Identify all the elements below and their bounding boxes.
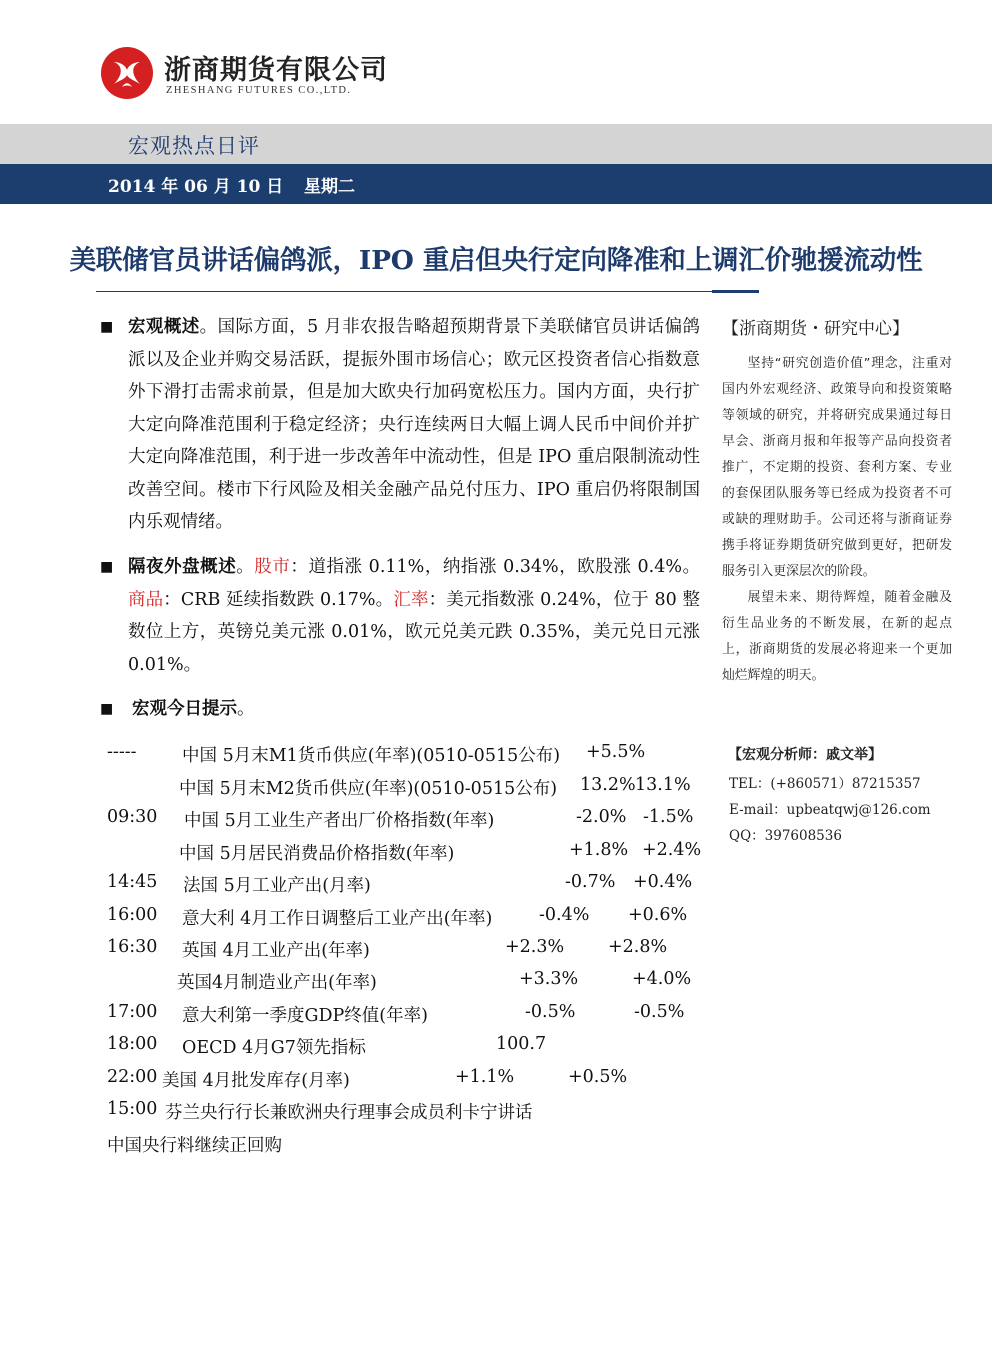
square-bullet-icon: ■ — [100, 559, 114, 575]
schedule-row — [107, 1099, 707, 1131]
schedule-event: 中国 5月末M1货币供应(年率)(0510-0515公布) — [182, 746, 561, 766]
schedule-time: 15:00 — [107, 1099, 158, 1119]
analyst-tel: TEL：(+860571）87215357 — [729, 776, 921, 792]
macro-overview-section — [100, 311, 700, 539]
schedule-actual: +1.1% — [455, 1067, 515, 1087]
schedule-event: 意大利第一季度GDP终值(年率) — [182, 1006, 428, 1026]
schedule-prior: -1.5% — [643, 807, 694, 827]
schedule-time: 17:00 — [107, 1002, 158, 1022]
schedule-actual: -2.0% — [576, 807, 627, 827]
schedule-time: 18:00 — [107, 1034, 158, 1054]
fx-text: ：美元指数涨 0.24%，位于 80 整数位上方，英镑兑美元涨 0.01%，欧元兑美元跌 0.35%，美元兑日元涨 0.01%。 — [128, 589, 700, 675]
square-bullet-icon: ■ — [100, 701, 114, 717]
schedule-prior: +0.6% — [628, 905, 688, 925]
schedule-row — [107, 807, 707, 839]
sidebar-paragraph: 展望未来、期待辉煌，随着金融及衍生品业务的不断发展，在新的起点上，浙商期货的发展必将迎来一个更加灿烂辉煌的明天。 — [722, 590, 952, 683]
schedule-actual: +2.3% — [505, 937, 565, 957]
company-name-en: ZHESHANG FUTURES CO.,LTD. — [166, 85, 352, 96]
stocks-text: ：道指涨 0.11%，纳指涨 0.34%，欧股涨 0.4%。 — [290, 557, 701, 577]
schedule-actual: +5.5% — [586, 742, 646, 762]
schedule-event: 芬兰央行行长兼欧洲央行理事会成员利卡宁讲话 — [165, 1103, 533, 1123]
today-tips-section — [100, 693, 700, 726]
title-divider-accent — [712, 290, 759, 293]
schedule-actual: 13.2% — [580, 775, 636, 795]
schedule-prior: 13.1% — [635, 775, 691, 795]
overnight-section — [100, 551, 700, 681]
schedule-prior: +0.4% — [633, 872, 693, 892]
schedule-event: 法国 5月工业产出(月率) — [183, 876, 371, 896]
schedule-row — [107, 872, 707, 904]
schedule-event: 英国 4月工业产出(年率) — [182, 941, 370, 961]
date-band — [0, 164, 992, 204]
macro-overview-text: 。国际方面，5 月非农报告略超预期背景下美联储官员讲话偏鸽派以及企业并购交易活跃，提振外围市场信心；欧元区投资者信心指数意外下滑打击需求前景，但是加大欧央行加码宽松压力。国内方面，央行扩大定向降准范围利于稳定经济；央行连续两日大幅上调人民币中间价并扩大定向降准范围，利于进一步改善年中流动性，但是 IPO 重启限制流动性改善空间。楼市下行风险及相关金融产品兑付压力、IPO 重启仍将限制国内乐观情绪。 — [128, 317, 700, 532]
today-tips-heading: 宏观今日提示 — [132, 699, 237, 719]
schedule-row — [107, 969, 707, 1001]
schedule-row — [107, 937, 707, 969]
company-name-cn: 浙商期货有限公司 — [164, 55, 388, 86]
schedule-actual: -0.5% — [525, 1002, 576, 1022]
schedule-prior: +2.4% — [642, 840, 702, 860]
schedule-event: 中国 5月末M2货币供应(年率)(0510-0515公布) — [179, 779, 558, 799]
schedule-time: ----- — [107, 742, 137, 762]
schedule-row — [107, 840, 707, 872]
schedule-event: 中国央行料继续正回购 — [107, 1136, 282, 1156]
stocks-label: 股市 — [254, 557, 291, 577]
schedule-time: 22:00 — [107, 1067, 158, 1087]
schedule-row — [107, 905, 707, 937]
schedule-event: 英国4月制造业产出(年率) — [177, 973, 377, 993]
overnight-dot: 。 — [236, 557, 255, 577]
company-logo-icon — [100, 46, 154, 100]
overnight-body — [128, 551, 700, 681]
schedule-event: OECD 4月G7领先指标 — [182, 1038, 366, 1058]
schedule-row — [107, 1034, 707, 1066]
schedule-event: 意大利 4月工作日调整后工业产出(年率) — [182, 909, 493, 929]
schedule-actual: +1.8% — [569, 840, 629, 860]
schedule-row — [107, 1132, 707, 1164]
sidebar-title: 【浙商期货・研究中心】 — [722, 319, 909, 339]
overnight-heading: 隔夜外盘概述 — [128, 557, 237, 577]
schedule-event: 中国 5月居民消费品价格指数(年率) — [179, 844, 455, 864]
schedule-time: 09:30 — [107, 807, 158, 827]
analyst-name: 【宏观分析师：戚文举】 — [728, 747, 882, 763]
sidebar-paragraph: 坚持“研究创造价值”理念，注重对国内外宏观经济、政策导向和投资策略等领域的研究，并将研究成果通过每日早会、浙商月报和年报等产品向投资者推广，不定期的投资、套利方案、专业的套保团队服务等已经成为投资者不可或缺的理财助手。公司还将与浙商证券携手将证券期货研究做到更好，把研发服务引入更深层次的阶段。 — [722, 356, 952, 579]
schedule-event: 中国 5月工业生产者出厂价格指数(年率) — [184, 811, 495, 831]
schedule-time: 14:45 — [107, 872, 158, 892]
report-type: 宏观热点日评 — [128, 134, 260, 158]
schedule-row — [107, 775, 707, 807]
page-title: 美联储官员讲话偏鸽派，IPO 重启但央行定向降准和上调汇价驰援流动性 — [69, 245, 923, 276]
schedule-event: 美国 4月批发库存(月率) — [162, 1071, 350, 1091]
sidebar-intro — [722, 351, 952, 689]
title-divider — [96, 291, 758, 292]
today-tips-dot: 。 — [237, 699, 255, 719]
schedule-prior: +4.0% — [632, 969, 692, 989]
company-logo — [100, 44, 400, 104]
report-date: 2014 年 06 月 10 日 — [108, 177, 284, 197]
schedule-row — [107, 1067, 707, 1099]
schedule-time: 16:00 — [107, 905, 158, 925]
schedule-actual: -0.4% — [539, 905, 590, 925]
schedule-actual: +3.3% — [519, 969, 579, 989]
macro-overview-heading: 宏观概述 — [128, 317, 200, 337]
schedule-row — [107, 742, 707, 774]
schedule-time: 16:30 — [107, 937, 158, 957]
schedule-row — [107, 1002, 707, 1034]
fx-label: 汇率 — [393, 589, 429, 610]
report-type-band — [0, 124, 992, 164]
schedule-actual: 100.7 — [496, 1034, 547, 1054]
today-tips-body — [132, 693, 700, 726]
macro-overview-body — [128, 311, 700, 539]
schedule-prior: +0.5% — [568, 1067, 628, 1087]
schedule-prior: +2.8% — [608, 937, 668, 957]
schedule-actual: -0.7% — [565, 872, 616, 892]
schedule-prior: -0.5% — [634, 1002, 685, 1022]
commodities-label: 商品 — [128, 589, 164, 610]
analyst-email: E-mail：upbeatqwj@126.com — [729, 802, 931, 818]
report-weekday: 星期二 — [304, 177, 355, 197]
square-bullet-icon: ■ — [100, 319, 114, 335]
commodities-text: ：CRB 延续指数跌 0.17%。 — [163, 589, 394, 610]
analyst-qq: QQ：397608536 — [729, 828, 842, 844]
